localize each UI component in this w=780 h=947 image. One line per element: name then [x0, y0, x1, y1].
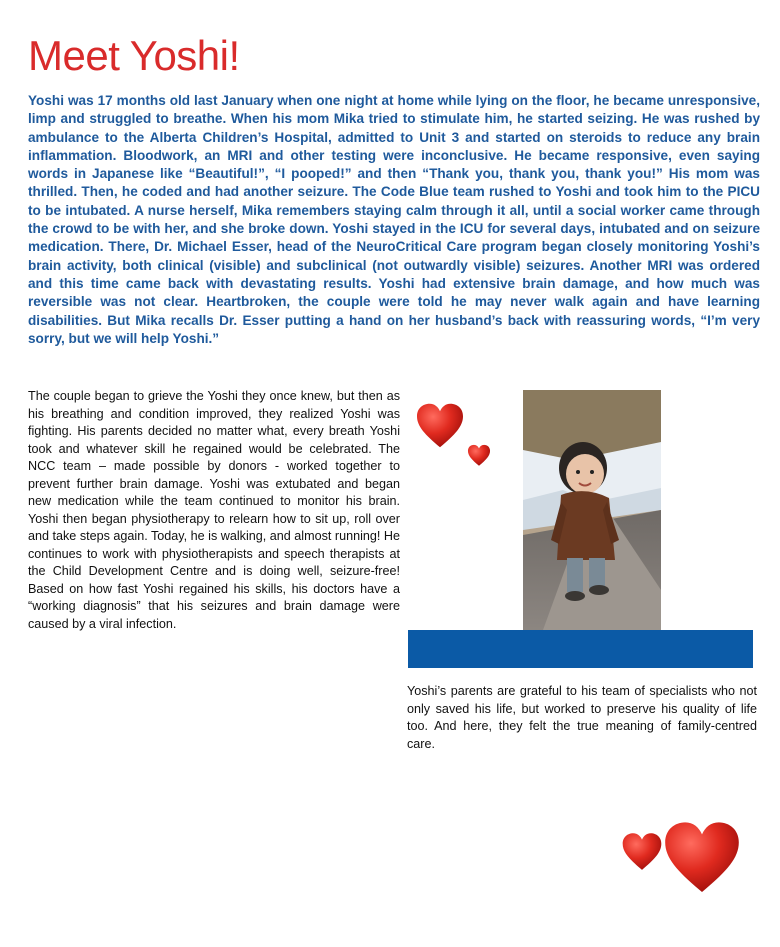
heart-icon: [467, 444, 491, 467]
page-title: Meet Yoshi!: [28, 32, 240, 79]
photo-caption-bar: [408, 630, 753, 668]
heart-icon: [415, 402, 465, 450]
lead-paragraph: Yoshi was 17 months old last January when one night at home while lying on the floor, he became unresponsive, limp and struggled to breathe. When his mom Mika tried to stimulate him, he started seizing. He was rushed by ambulance to the Alberta Children’s Hospital, admitted to Unit 3 and started on steroids to reduce any brain inflammation. Bloodwork, an MRI and other testing were inconclusive. He became responsive, even saying words in Japanese like “Beautiful!”, “I pooped!” and then “Thank you, thank you, thank you!” His mom was thrilled. Then, he coded and had another seizure. The Code Blue team rushed to Yoshi and took him to the PICU to be intubated. A nurse herself, Mika remembers staying calm through it all, until a social worker came through the crowd to be with her, and she broke down. Yoshi stayed in the ICU for several days, intubated and on seizure medication. There, Dr. Michael Esser, head of the NeuroCritical Care program began closely monitoring Yoshi’s brain activity, both clinical (visible) and subclinical (not outwardly visible) seizures. Another MRI was ordered and this time came back with devastating results. Yoshi had extensive brain damage, and how much was reversible was not clear. Heartbroken, the couple were told he may never walk again and have learning disabilities. But Mika recalls Dr. Esser putting a hand on her husband’s back with reassuring words, “I’m very sorry, but we will help Yoshi.”: [28, 93, 760, 346]
heart-icon: [621, 832, 663, 872]
yoshi-photo: [523, 390, 661, 630]
story-paragraph: The couple began to grieve the Yoshi they once knew, but then as his breathing and condition improved, they realized Yoshi was fighting. His parents decided no matter what, every breath Yoshi took and whatever skill he regained would be celebrated. The NCC team – made possible by donors - worked together to prevent further brain damage. Yoshi was extubated and began new medication while the team continued to monitor his brain. Yoshi then began physiotherapy to relearn how to sit up, roll over and take steps again. Today, he is walking, and almost running! He continues to work with physiotherapists and speech therapists at the Child Development Centre and is doing well, seizure-free! Based on how fast Yoshi regained his skills, his doctors have a “working diagnosis” that his seizures and brain damage were caused by a viral infection.: [28, 389, 400, 631]
heart-icon: [662, 820, 742, 896]
closing-paragraph: Yoshi’s parents are grateful to his team of specialists who not only saved his life, but worked to preserve his quality of life too. And here, they felt the true meaning of family-centred care.: [407, 684, 757, 751]
